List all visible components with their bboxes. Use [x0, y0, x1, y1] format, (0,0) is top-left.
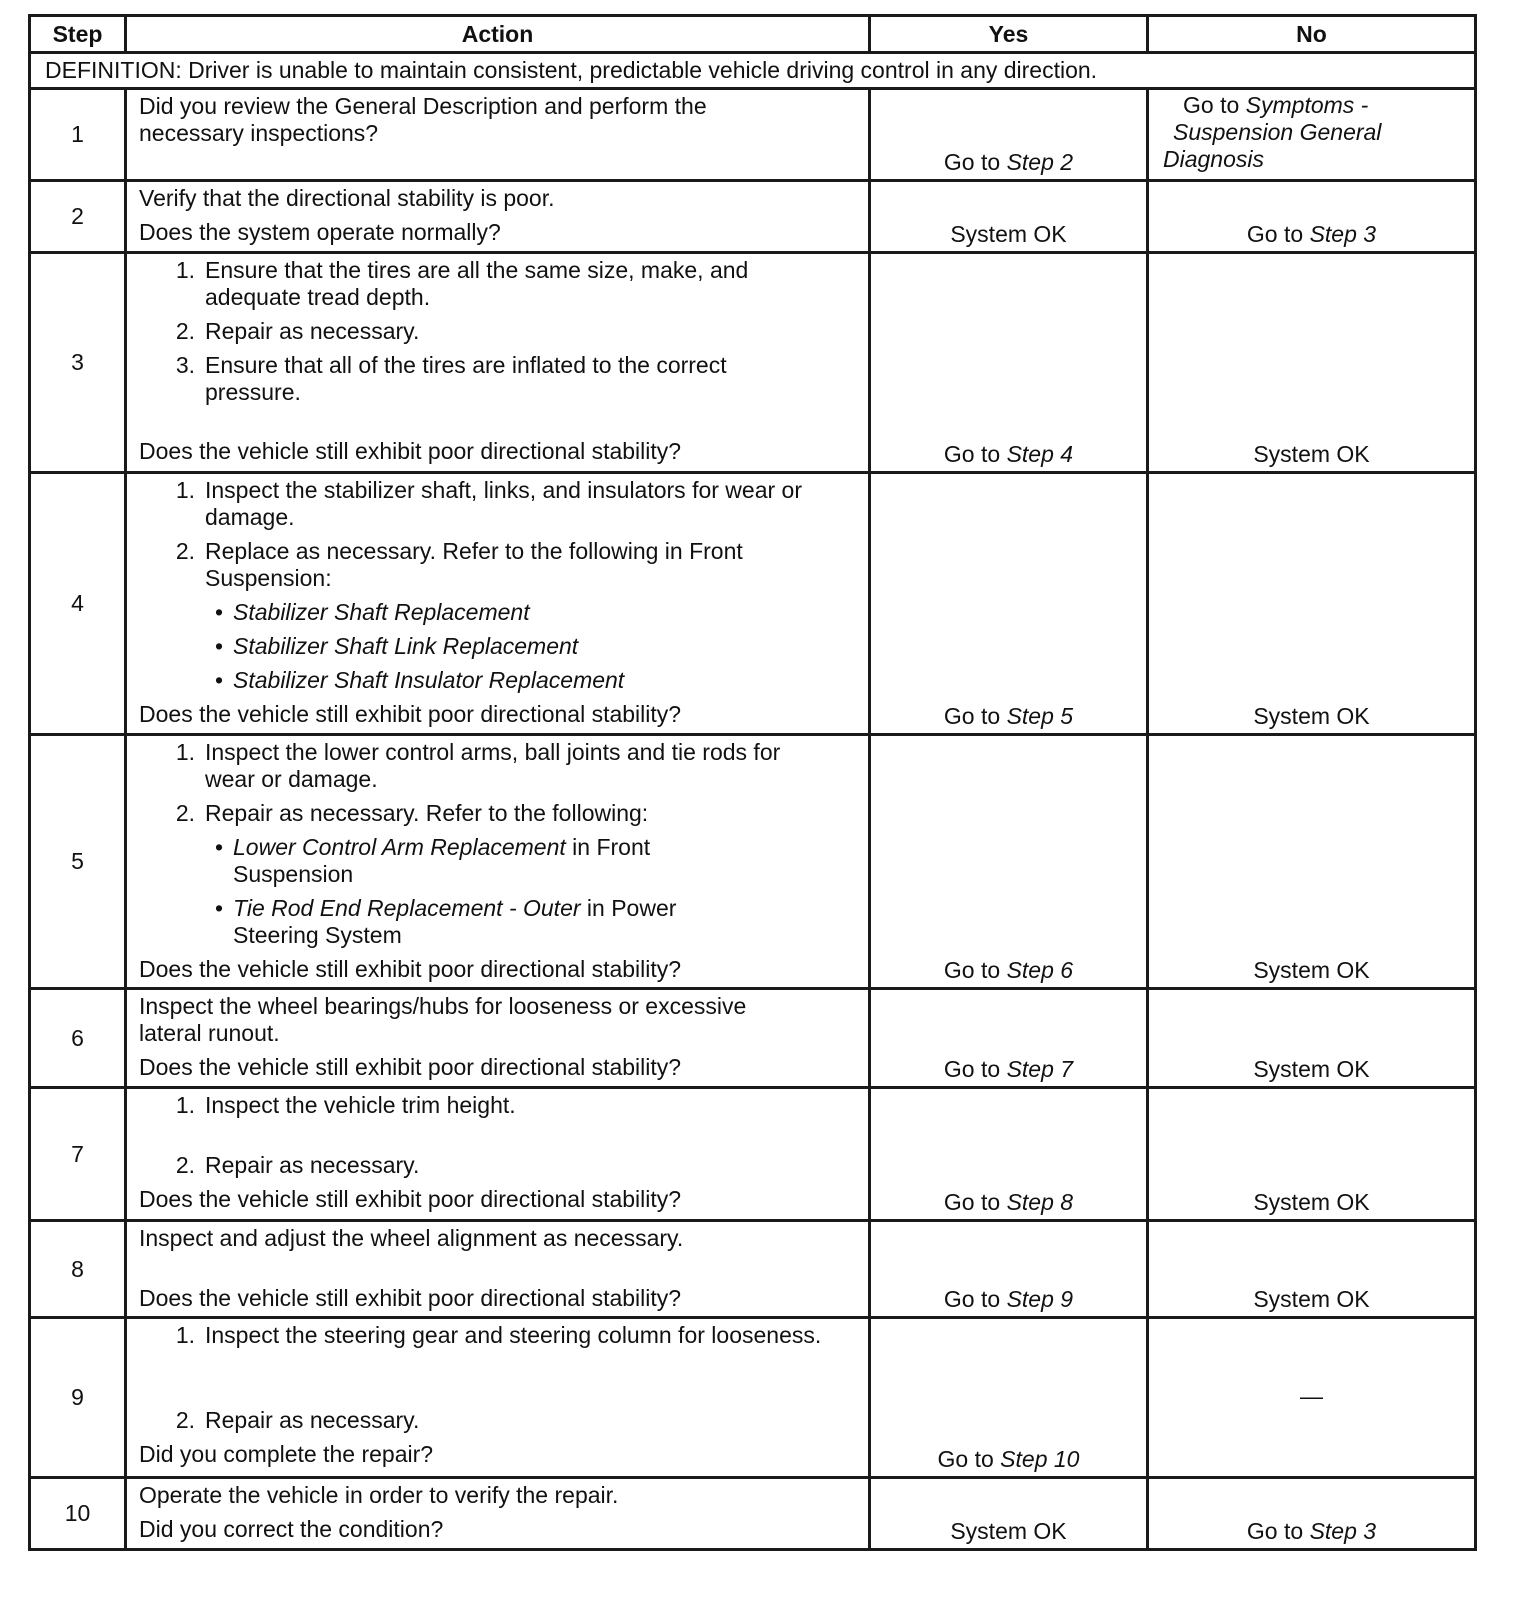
table-row — [30, 181, 1476, 253]
header-no: No — [1148, 16, 1476, 53]
reference-link[interactable]: Stabilizer Shaft Replacement — [233, 599, 530, 625]
no-cell: System OK — [1148, 473, 1476, 735]
action-text: Verify that the directional stability is poor. — [139, 185, 555, 211]
action-text: necessary inspections? — [139, 120, 379, 146]
table-row — [30, 1221, 1476, 1318]
action-cell — [126, 735, 870, 989]
yes-step-link[interactable]: Step 7 — [1006, 1056, 1074, 1082]
no-symptoms-link-line2[interactable]: Suspension General — [1173, 119, 1382, 145]
no-cell — [1148, 89, 1476, 181]
no-cell: System OK — [1148, 253, 1476, 473]
action-text: Inspect and adjust the wheel alignment as necessary. — [139, 1225, 684, 1251]
header-step: Step — [30, 16, 126, 53]
list-item: 1. Inspect the steering gear and steering column for looseness. — [175, 1322, 822, 1348]
yes-prefix: Go to — [943, 441, 1001, 467]
action-cell — [126, 1221, 870, 1318]
step-number: 1 — [30, 89, 126, 181]
yes-prefix: Go to — [943, 1189, 1001, 1215]
yes-cell — [870, 253, 1148, 473]
step-number: 2 — [30, 181, 126, 253]
diagnostic-table — [28, 14, 1477, 1551]
reference-link[interactable]: Stabilizer Shaft Link Replacement — [233, 633, 579, 659]
table-row — [30, 253, 1476, 473]
action-question: Does the vehicle still exhibit poor directional stability? — [139, 956, 682, 982]
table-row — [30, 735, 1476, 989]
table-row — [30, 89, 1476, 181]
step-number: 5 — [30, 735, 126, 989]
definition-row — [30, 53, 1476, 89]
list-item: 2. Replace as necessary. Refer to the following in Front Suspension: — [175, 538, 743, 591]
step-number: 10 — [30, 1478, 126, 1550]
action-cell — [126, 473, 870, 735]
yes-step-link[interactable]: Step 4 — [1006, 441, 1074, 467]
no-prefix: Go to — [1246, 1518, 1304, 1544]
bullet-item: • Tie Rod End Replacement - Outer in Power Steering System — [215, 895, 677, 948]
action-question: Does the system operate normally? — [139, 219, 501, 245]
list-item: 3. Ensure that all of the tires are inflated to the correct pressure. — [175, 352, 727, 405]
action-text: Operate the vehicle in order to verify the repair. — [139, 1482, 619, 1508]
step-number: 3 — [30, 253, 126, 473]
no-symptoms-link-line3[interactable]: Diagnosis — [1163, 146, 1264, 172]
no-cell: System OK — [1148, 1221, 1476, 1318]
step-number: 7 — [30, 1088, 126, 1221]
bullet-item: • Stabilizer Shaft Insulator Replacement — [215, 667, 625, 693]
yes-step-link[interactable]: Step 5 — [1006, 703, 1074, 729]
yes-prefix: Go to — [943, 957, 1001, 983]
no-step-link[interactable]: Step 3 — [1309, 221, 1377, 247]
action-question: Does the vehicle still exhibit poor directional stability? — [139, 1054, 682, 1080]
action-cell — [126, 253, 870, 473]
no-cell: System OK — [1148, 1088, 1476, 1221]
action-question: Did you correct the condition? — [139, 1516, 444, 1542]
yes-prefix: Go to — [943, 1286, 1001, 1312]
list-item: 2. Repair as necessary. — [175, 1152, 420, 1178]
action-question: Does the vehicle still exhibit poor directional stability? — [139, 438, 682, 464]
step-number: 9 — [30, 1318, 126, 1478]
yes-step-link[interactable]: Step 2 — [1006, 149, 1074, 175]
action-question: Did you complete the repair? — [139, 1441, 434, 1467]
action-cell — [126, 1088, 870, 1221]
bullet-item: • Stabilizer Shaft Link Replacement — [215, 633, 579, 659]
yes-cell — [870, 1221, 1148, 1318]
table-row — [30, 1088, 1476, 1221]
reference-link[interactable]: Tie Rod End Replacement - Outer — [233, 895, 581, 921]
yes-cell — [870, 473, 1148, 735]
action-text: Inspect the wheel bearings/hubs for looseness or excessive — [139, 993, 747, 1019]
reference-link[interactable]: Stabilizer Shaft Insulator Replacement — [233, 667, 625, 693]
yes-cell — [870, 1088, 1148, 1221]
list-item: 1. Ensure that the tires are all the same size, make, and adequate tread depth. — [175, 257, 749, 310]
no-cell — [1148, 181, 1476, 253]
step-number: 6 — [30, 989, 126, 1088]
action-question: Does the vehicle still exhibit poor directional stability? — [139, 1186, 682, 1212]
yes-prefix: Go to — [943, 1056, 1001, 1082]
list-item: 2. Repair as necessary. — [175, 1407, 420, 1433]
table-row — [30, 1318, 1476, 1478]
header-row — [30, 16, 1476, 53]
yes-prefix: Go to — [943, 703, 1001, 729]
yes-step-link[interactable]: Step 10 — [1000, 1446, 1080, 1472]
no-prefix: Go to — [1183, 92, 1240, 118]
yes-prefix: Go to — [937, 1446, 994, 1472]
yes-cell — [870, 1318, 1148, 1478]
list-item: 2. Repair as necessary. — [175, 318, 420, 344]
yes-cell — [870, 89, 1148, 181]
bullet-item: • Stabilizer Shaft Replacement — [215, 599, 530, 625]
no-cell — [1148, 1478, 1476, 1550]
no-cell: — — [1148, 1318, 1476, 1478]
yes-step-link[interactable]: Step 8 — [1006, 1189, 1074, 1215]
yes-cell: System OK — [870, 1478, 1148, 1550]
no-prefix: Go to — [1246, 221, 1304, 247]
list-item: 1. Inspect the vehicle trim height. — [175, 1092, 516, 1118]
yes-cell — [870, 735, 1148, 989]
action-question: Does the vehicle still exhibit poor directional stability? — [139, 701, 682, 727]
table-row — [30, 473, 1476, 735]
action-cell — [126, 89, 870, 181]
list-item: 1. Inspect the stabilizer shaft, links, and insulators for wear or damage. — [175, 477, 803, 530]
definition-text: DEFINITION: Driver is unable to maintain consistent, predictable vehicle driving control in any direction. — [30, 53, 1476, 89]
action-cell — [126, 181, 870, 253]
no-cell: System OK — [1148, 735, 1476, 989]
yes-step-link[interactable]: Step 6 — [1006, 957, 1074, 983]
list-item: 1. Inspect the lower control arms, ball joints and tie rods for wear or damage. — [175, 739, 781, 792]
bullet-item: • Lower Control Arm Replacement in Front Suspension — [215, 834, 651, 887]
list-item: 2. Repair as necessary. Refer to the following: — [175, 800, 649, 826]
action-question: Does the vehicle still exhibit poor directional stability? — [139, 1285, 682, 1311]
yes-cell — [870, 989, 1148, 1088]
step-number: 4 — [30, 473, 126, 735]
step-number: 8 — [30, 1221, 126, 1318]
header-action: Action — [126, 16, 870, 53]
yes-cell: System OK — [870, 181, 1148, 253]
action-cell — [126, 989, 870, 1088]
no-symptoms-link[interactable]: Symptoms - — [1245, 92, 1369, 118]
no-cell: System OK — [1148, 989, 1476, 1088]
header-yes: Yes — [870, 16, 1148, 53]
no-step-link[interactable]: Step 3 — [1309, 1518, 1377, 1544]
yes-prefix: Go to — [943, 149, 1001, 175]
action-text: lateral runout. — [139, 1020, 280, 1046]
action-text: Did you review the General Description and perform the — [139, 93, 707, 119]
yes-step-link[interactable]: Step 9 — [1006, 1286, 1074, 1312]
action-cell — [126, 1318, 870, 1478]
action-cell — [126, 1478, 870, 1550]
table-row — [30, 989, 1476, 1088]
table-row — [30, 1478, 1476, 1550]
reference-link[interactable]: Lower Control Arm Replacement — [233, 834, 566, 860]
